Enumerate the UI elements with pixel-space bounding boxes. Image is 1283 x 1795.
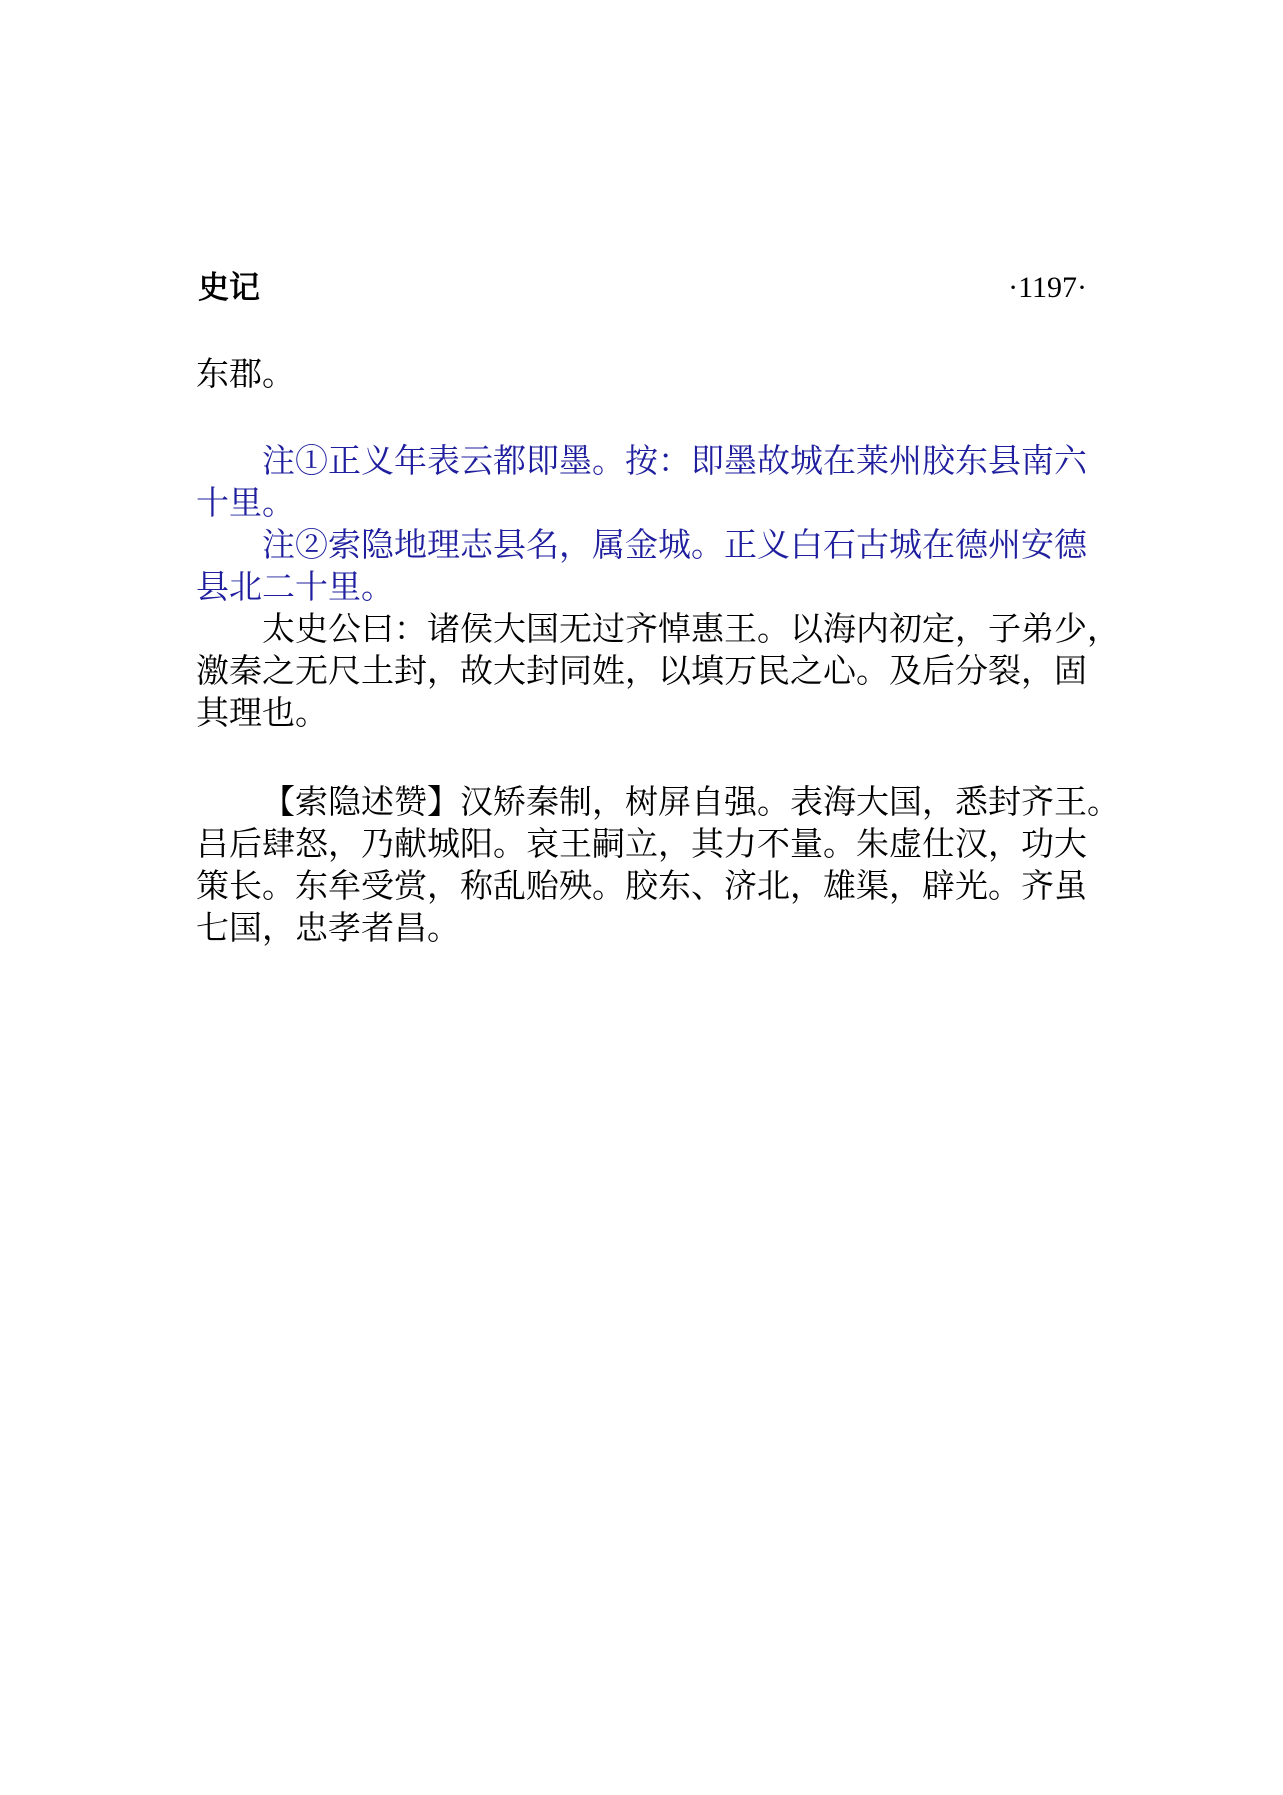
continuation-paragraph (196, 353, 1087, 395)
text-line: 东郡。 (196, 354, 295, 393)
note-line: 县北二十里。 (196, 567, 394, 606)
commentary-paragraph (196, 608, 1120, 734)
text-line: 【索隐述赞】汉矫秦制，树屏自强。表海大国，悉封齐王。 (262, 782, 1120, 821)
text-line: 七国，忠孝者昌。 (196, 908, 460, 947)
running-header-title: 史记 (198, 270, 260, 306)
note-line: 十里。 (196, 483, 295, 522)
notes-section (196, 440, 1087, 608)
text-line: 其理也。 (196, 693, 328, 732)
text-line: 太史公曰：诸侯大国无过齐悼惠王。以海内初定，子弟少， (262, 609, 1120, 648)
note-paragraph-1 (196, 440, 1087, 524)
page-number: ·1197· (1008, 271, 1087, 304)
eulogy-paragraph (196, 781, 1120, 949)
note-line: 注①正义年表云都即墨。按：即墨故城在莱州胶东县南六 (262, 441, 1087, 480)
note-line: 注②索隐地理志县名，属金城。正义白石古城在德州安德 (262, 525, 1087, 564)
text-line: 策长。东牟受赏，称乱贻殃。胶东、济北，雄渠，辟光。齐虽 (196, 866, 1087, 905)
text-line: 激秦之无尺土封，故大封同姓，以填万民之心。及后分裂，固 (196, 651, 1087, 690)
text-line: 吕后肆怒，乃献城阳。哀王嗣立，其力不量。朱虚仕汉，功大 (196, 824, 1087, 863)
note-paragraph-2 (196, 524, 1087, 608)
